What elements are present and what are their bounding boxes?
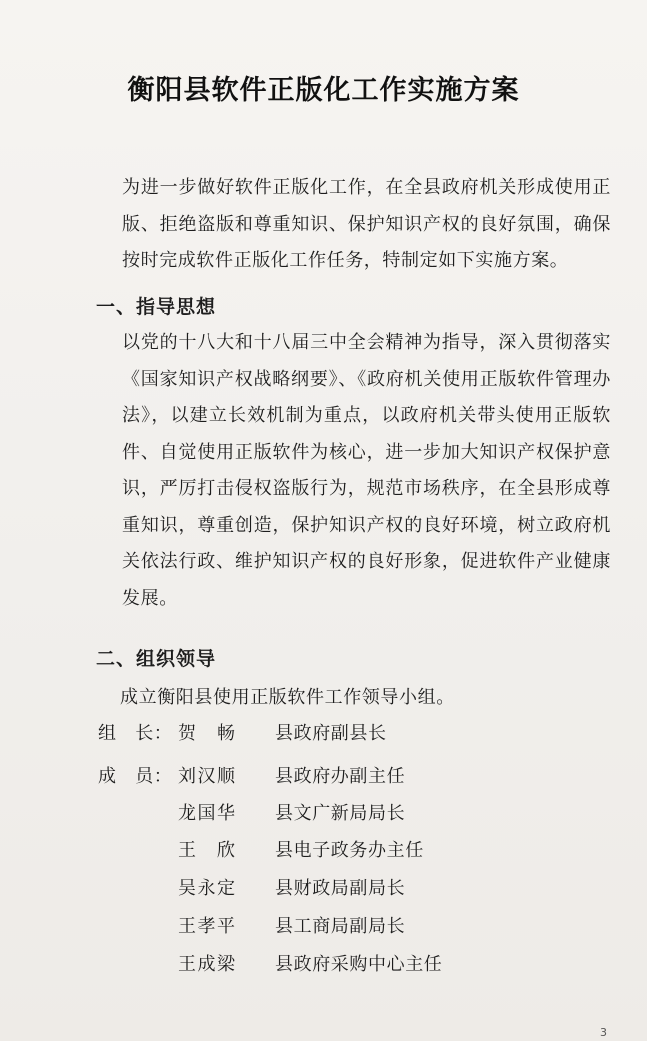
intro-paragraph (86, 170, 611, 280)
section1-text: 以党的十八大和十八届三中全会精神为指导，深入贯彻落实《国家知识产权战略纲要》、《政府机关使用正版软件管理办法》，以建立长效机制为重点，以政府机关带头使用正版软件、自觉使用正版软件为核心，进一步加大知识产权保护意识，严厉打击侵权盗版行为，规范市场秩序，在全县形成尊重知识，尊重创造，保护知识产权的良好环境，树立政府机关依法行政、维护知识产权的良好形象，促进软件产业健康发展。 (122, 332, 611, 609)
roster-position: 县政府副县长 (275, 723, 387, 744)
section2-heading: 二、组织领导 (96, 648, 217, 670)
roster-name: 刘汉顺 (178, 766, 237, 787)
roster-position: 县文广新局局长 (275, 803, 406, 824)
roster-name: 吴永定 (178, 878, 237, 899)
member-role-label: 成 员： (98, 766, 173, 787)
page-number: 3 (600, 1026, 607, 1039)
document-title: 衡阳县软件正版化工作实施方案 (127, 75, 520, 106)
roster-position: 县电子政务办主任 (275, 840, 424, 861)
roster-name: 贺 畅 (178, 723, 237, 744)
roster-name: 龙国华 (178, 803, 237, 824)
intro-text: 为进一步做好软件正版化工作，在全县政府机关形成使用正版、拒绝盗版和尊重知识、保护知识产权的良好氛围，确保按时完成软件正版化工作任务，特制定如下实施方案。 (122, 177, 611, 271)
roster-name: 王 欣 (178, 840, 237, 861)
roster-position: 县政府采购中心主任 (275, 954, 443, 975)
section2-intro: 成立衡阳县使用正版软件工作领导小组。 (120, 687, 455, 708)
roster-position: 县工商局副局长 (275, 916, 406, 937)
roster-position: 县财政局副局长 (275, 878, 406, 899)
section1-heading: 一、指导思想 (96, 296, 217, 318)
roster-name: 王孝平 (178, 916, 237, 937)
roster-name: 王成梁 (178, 954, 237, 975)
leader-role-label: 组 长： (98, 723, 173, 744)
section1-paragraph (86, 325, 611, 617)
roster-position: 县政府办副主任 (275, 766, 406, 787)
